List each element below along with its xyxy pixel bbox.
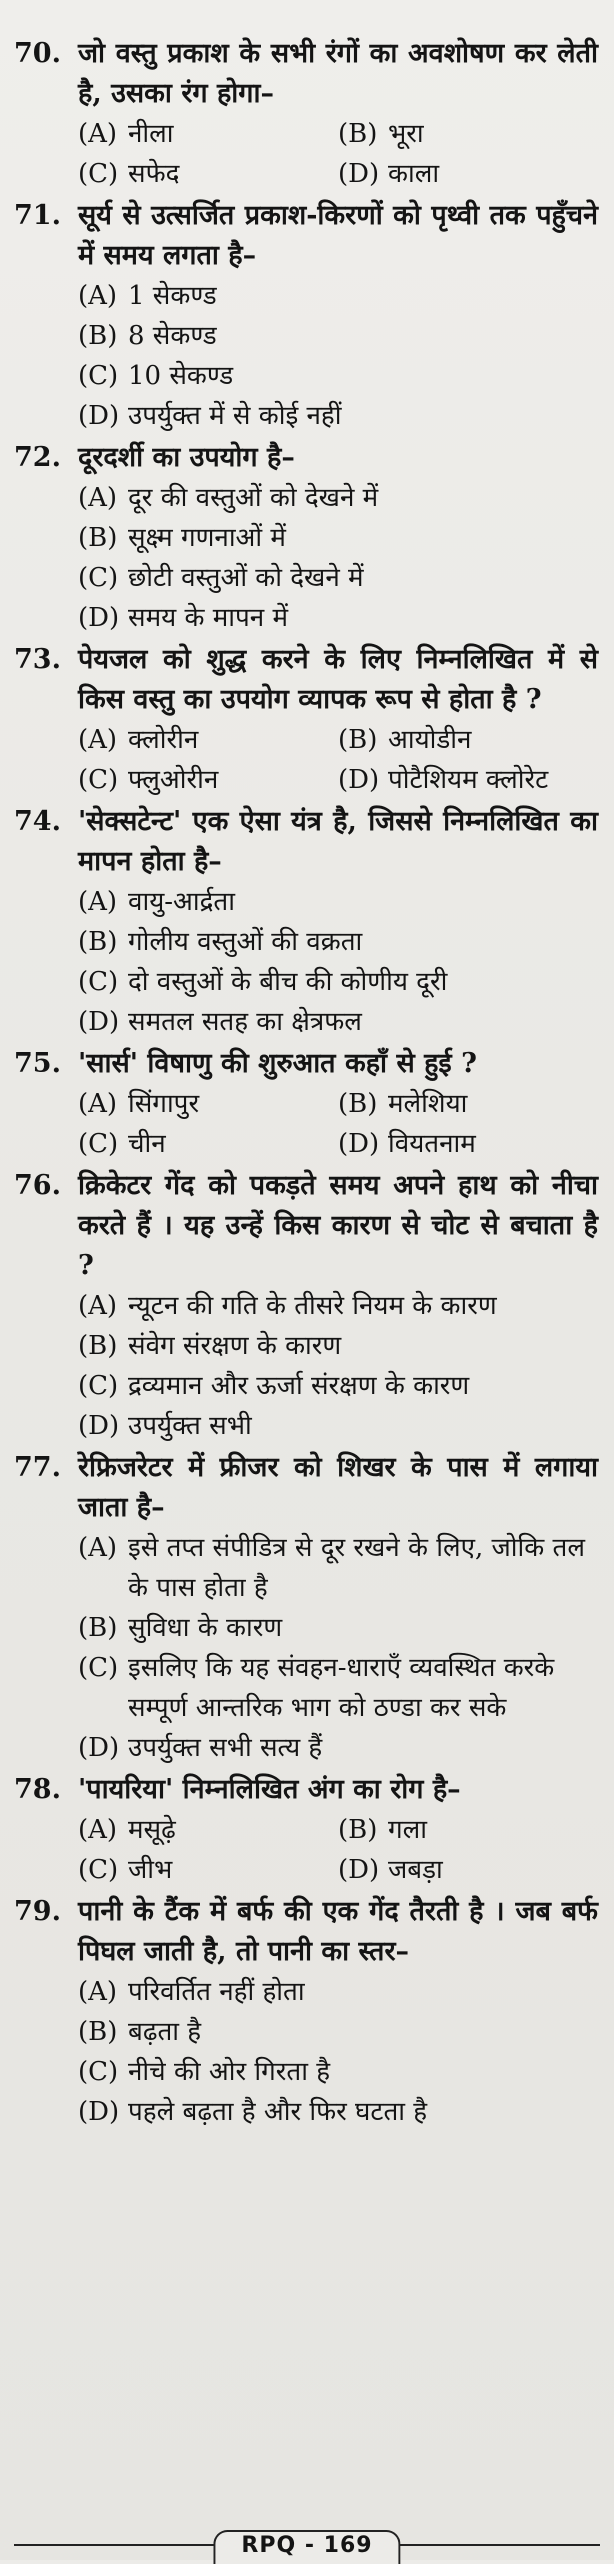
option-row [78,1124,598,1164]
option-text: नीला [128,119,174,149]
option-label: (C) [78,159,119,189]
option-label: (B) [338,725,378,755]
option-text: 8 सेकण्ड [128,321,217,351]
option-label: (B) [78,523,118,553]
option-text: सिंगापुर [128,1089,200,1119]
option-b [78,518,598,558]
option-label: (B) [338,1089,378,1119]
option-label: (C) [78,1371,119,1401]
option-label: (C) [78,1855,119,1885]
question-number: 77. [14,1452,61,1483]
option-c [78,1850,338,1890]
question-text: 'सार्स' विषाणु की शुरुआत कहाँ से हुई ? [78,1048,477,1079]
option-d [338,1124,476,1164]
option-text: क्लोरीन [128,725,199,755]
option-label: (D) [338,765,380,795]
question-number: 74. [14,806,61,837]
option-text: चीन [128,1129,166,1159]
question-4 [14,640,598,800]
question-2 [14,196,598,436]
question-number: 70. [14,38,61,69]
question-text: 'पायरिया' निम्नलिखित अंग का रोग है– [78,1774,461,1805]
question-6 [14,1044,598,1164]
question-number: 72. [14,442,61,473]
question-5 [14,802,598,1042]
option-b [338,1084,467,1124]
option-label: (D) [78,2097,120,2127]
option-list [78,478,598,638]
option-label: (A) [78,1977,118,2007]
question-number: 75. [14,1048,61,1079]
question-text: जो वस्तु प्रकाश के सभी रंगों का अवशोषण कर लेती है, उसका रंग होगा– [78,38,598,109]
question-stem [14,1044,598,1084]
option-a [78,1972,598,2012]
option-label: (D) [338,1129,380,1159]
question-number: 73. [14,644,61,675]
option-label: (A) [78,1089,118,1119]
option-row [78,154,598,194]
question-text: क्रिकेटर गेंद को पकड़ते समय अपने हाथ को नीचा करते हैं । यह उन्हें किस कारण से चोट से बचाता है ? [78,1170,598,1281]
option-text: वायु-आर्द्रता [128,887,235,917]
option-label: (A) [78,725,118,755]
option-label: (D) [78,401,120,431]
option-label: (B) [78,2017,118,2047]
option-label: (C) [78,361,119,391]
page-number-badge: RPQ - 169 [213,2530,400,2564]
option-text: परिवर्तित नहीं होता [128,1977,305,2007]
option-b [78,316,598,356]
option-c [78,760,338,800]
option-d [338,1850,443,1890]
option-list [78,882,598,1042]
option-b [78,922,598,962]
question-text: पेयजल को शुद्ध करने के लिए निम्नलिखित में से किस वस्तु का उपयोग व्यापक रूप से होता है ? [78,644,598,715]
option-list [78,1810,598,1890]
question-3 [14,438,598,638]
option-text: सफेद [128,159,180,189]
option-text: न्यूटन की गति के तीसरे नियम के कारण [128,1291,497,1321]
option-text: छोटी वस्तुओं को देखने में [128,563,364,593]
option-d [78,2092,598,2132]
option-label: (C) [78,1129,119,1159]
option-label: (D) [338,1855,380,1885]
option-label: (B) [78,321,118,351]
option-label: (A) [78,1815,118,1845]
option-text: काला [388,159,440,189]
option-label: (C) [78,1653,119,1683]
option-a [78,1084,338,1124]
question-stem [14,640,598,720]
option-a [78,1810,338,1850]
option-text: जीभ [128,1855,173,1885]
option-text: संवेग संरक्षण के कारण [128,1331,342,1361]
question-text: दूरदर्शी का उपयोग है– [78,442,295,473]
option-c [78,1124,338,1164]
question-stem [14,1892,598,1972]
option-text: गोलीय वस्तुओं की वक्रता [128,927,363,957]
option-list [78,1972,598,2132]
question-7 [14,1166,598,1446]
option-row [78,1850,598,1890]
option-a [78,114,338,154]
question-8 [14,1448,598,1768]
option-text: पहले बढ़ता है और फिर घटता है [128,2097,428,2127]
option-d [78,396,598,436]
option-row [78,1810,598,1850]
question-stem [14,34,598,114]
option-text: इसे तप्त संपीडित्र से दूर रखने के लिए, जोकि तल के पास होता है [128,1533,585,1603]
option-text: मसूढ़े [128,1815,176,1845]
option-d [78,1002,598,1042]
option-label: (D) [78,1733,120,1763]
option-list [78,1528,598,1768]
option-b [78,2012,598,2052]
option-label: (B) [338,119,378,149]
option-label: (D) [78,1411,120,1441]
option-text: द्रव्यमान और ऊर्जा संरक्षण के कारण [128,1371,470,1401]
option-d [338,154,439,194]
option-row [78,760,598,800]
option-text: उपर्युक्त सभी [128,1411,252,1441]
option-a [78,276,598,316]
option-text: मलेशिया [388,1089,468,1119]
option-a [78,478,598,518]
question-number: 71. [14,200,61,231]
option-label: (C) [78,765,119,795]
option-label: (B) [78,927,118,957]
option-d [338,760,548,800]
option-a [78,720,338,760]
question-list [14,34,598,2132]
option-b [338,720,471,760]
question-number: 79. [14,1896,61,1927]
option-label: (D) [78,1007,120,1037]
option-text: समतल सतह का क्षेत्रफल [128,1007,362,1037]
option-label: (B) [338,1815,378,1845]
option-text: गला [388,1815,428,1845]
option-text: उपर्युक्त में से कोई नहीं [128,401,342,431]
option-text: समय के मापन में [128,603,288,633]
option-c [78,154,338,194]
option-label: (C) [78,2057,119,2087]
option-list [78,720,598,800]
question-10 [14,1892,598,2132]
option-text: सुविधा के कारण [128,1613,283,1643]
option-label: (A) [78,1291,118,1321]
option-list [78,276,598,436]
option-c [78,558,598,598]
option-text: दूर की वस्तुओं को देखने में [128,483,379,513]
option-c [78,962,598,1002]
option-text: इसलिए कि यह संवहन-धाराएँ व्यवस्थित करके सम्पूर्ण आन्तरिक भाग को ठण्डा कर सके [128,1653,555,1723]
option-c [78,1648,598,1728]
option-d [78,1728,598,1768]
option-label: (D) [338,159,380,189]
option-text: जबड़ा [388,1855,443,1885]
option-label: (A) [78,281,118,311]
option-row [78,720,598,760]
option-b [78,1608,598,1648]
option-text: नीचे की ओर गिरता है [128,2057,331,2087]
option-label: (A) [78,119,118,149]
option-d [78,1406,598,1446]
option-label: (C) [78,967,119,997]
option-a [78,1528,598,1608]
option-text: बढ़ता है [128,2017,202,2047]
question-stem [14,802,598,882]
option-label: (A) [78,887,118,917]
option-text: 1 सेकण्ड [128,281,217,311]
option-a [78,882,598,922]
option-label: (B) [78,1331,118,1361]
option-c [78,2052,598,2092]
question-number: 78. [14,1774,61,1805]
option-b [78,1326,598,1366]
question-text: रेफ्रिजरेटर में फ्रीजर को शिखर के पास में लगाया जाता है– [78,1452,598,1523]
option-list [78,114,598,194]
option-label: (D) [78,603,120,633]
option-label: (B) [78,1613,118,1643]
question-stem [14,196,598,276]
option-text: उपर्युक्त सभी सत्य हैं [128,1733,323,1763]
question-text: पानी के टैंक में बर्फ की एक गेंद तैरती है । जब बर्फ पिघल जाती है, तो पानी का स्तर– [78,1896,598,1967]
option-row [78,1084,598,1124]
option-row [78,114,598,154]
option-c [78,356,598,396]
option-text: सूक्ष्म गणनाओं में [128,523,286,553]
question-stem [14,1448,598,1528]
option-list [78,1286,598,1446]
question-stem [14,1166,598,1286]
question-9 [14,1770,598,1890]
option-a [78,1286,598,1326]
option-text: पोटैशियम क्लोरेट [388,765,549,795]
option-text: भूरा [388,119,424,149]
question-1 [14,34,598,194]
question-text: 'सेक्सटेन्ट' एक ऐसा यंत्र है, जिससे निम्नलिखित का मापन होता है– [78,806,598,877]
option-b [338,1810,427,1850]
question-stem [14,438,598,478]
option-label: (A) [78,1533,118,1563]
option-text: 10 सेकण्ड [128,361,234,391]
page-footer [0,2530,614,2560]
option-text: आयोडीन [388,725,472,755]
option-c [78,1366,598,1406]
option-b [338,114,424,154]
option-label: (A) [78,483,118,513]
option-list [78,1084,598,1164]
question-stem [14,1770,598,1810]
question-number: 76. [14,1170,61,1201]
option-label: (C) [78,563,119,593]
option-text: फ्लुओरीन [128,765,219,795]
option-text: दो वस्तुओं के बीच की कोणीय दूरी [128,967,448,997]
option-d [78,598,598,638]
option-text: वियतनाम [388,1129,476,1159]
question-text: सूर्य से उत्सर्जित प्रकाश-किरणों को पृथ्वी तक पहुँचने में समय लगता है– [78,200,598,271]
